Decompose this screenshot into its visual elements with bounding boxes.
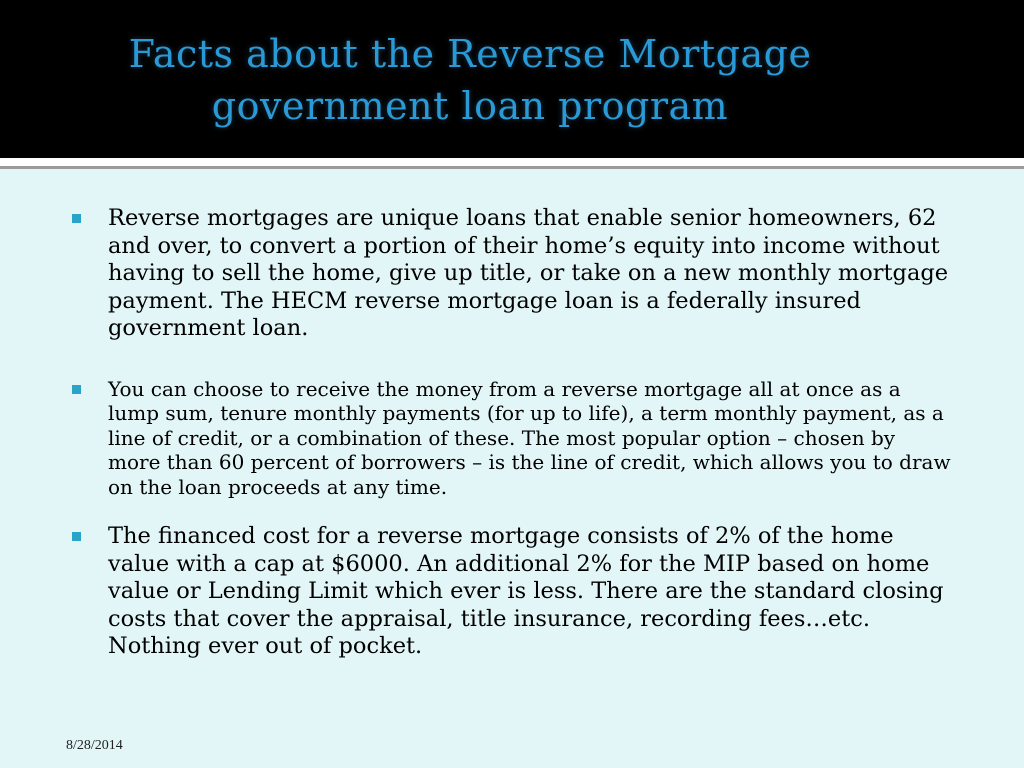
square-bullet-icon — [72, 214, 81, 223]
bullet-text: You can choose to receive the money from a reverse mortgage all at once as a lump sum, tenure monthly payments (for up to life), a term monthly payment, as a line of credit, or a combination of these. The most popular option – chosen by more than 60 percent of borrowers – is the line of credit, which allows you to draw on the loan proceeds at any time. — [108, 376, 951, 499]
square-bullet-icon — [72, 385, 81, 394]
bullet-item — [72, 523, 952, 661]
title-line-1: Facts about the Reverse Mortgage — [128, 32, 812, 76]
bullet-text: The financed cost for a reverse mortgage consists of 2% of the home value with a cap at $6000. An additional 2% for the MIP based on home value or Lending Limit which ever is less. There are the standard closing costs that cover the appraisal, title insurance, recording fees…etc. Nothing ever out of pocket. — [108, 523, 944, 659]
title-line-2: government loan program — [211, 84, 729, 128]
slide-title — [60, 28, 880, 132]
slide-date: 8/28/2014 — [66, 738, 123, 753]
bullet-item — [72, 205, 952, 343]
square-bullet-icon — [72, 532, 81, 541]
bullet-text: Reverse mortgages are unique loans that enable senior homeowners, 62 and over, to convert a portion of their home’s equity into income without having to sell the home, give up title, or take on a new monthly mortgage payment. The HECM reverse mortgage loan is a federally insured government loan. — [108, 205, 949, 341]
bullet-item — [72, 377, 952, 500]
title-divider — [0, 158, 1024, 169]
title-bar — [0, 0, 1024, 158]
bullet-list — [72, 205, 952, 661]
